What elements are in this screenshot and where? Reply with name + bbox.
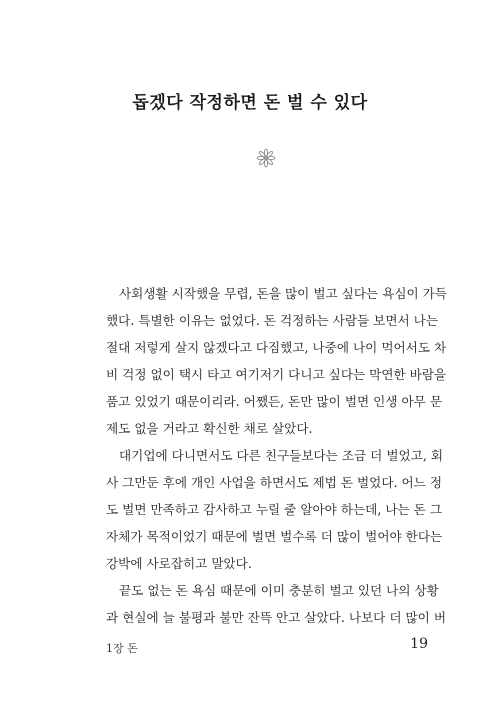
text-line: 했다. 특별한 이유는 없었다. 돈 걱정하는 사람들 보면서 나는	[106, 313, 439, 328]
text-line: 절대 저렇게 살지 않겠다고 다짐했고, 나중에 나이 먹어서도 차	[106, 340, 447, 355]
text-line: 품고 있었기 때문이리라. 어쨌든, 돈만 많이 벌면 인생 아무 문	[106, 394, 443, 409]
body-text	[106, 280, 448, 631]
text-line: 제도 없을 거라고 확신한 채로 살았다.	[106, 421, 313, 436]
chapter-title: 돕겠다 작정하면 돈 벌 수 있다	[132, 93, 368, 113]
text-line: 끝도 없는 돈 욕심 때문에 이미 충분히 벌고 있던 나의 상황	[119, 583, 439, 598]
flower-ornament-icon	[256, 148, 276, 168]
text-line: 강박에 사로잡히고 말았다.	[106, 556, 252, 571]
text-line: 사회생활 시작했을 무렵, 돈을 많이 벌고 싶다는 욕심이 가득	[119, 286, 448, 301]
text-line: 비 걱정 없이 택시 타고 여기저기 다니고 싶다는 막연한 바람을	[106, 367, 447, 382]
text-line: 사 그만둔 후에 개인 사업을 하면서도 제법 돈 벌었다. 어느 정	[106, 475, 443, 490]
text-line: 과 현실에 늘 불평과 불만 잔뜩 안고 살았다. 나보다 더 많이 버	[106, 610, 447, 625]
running-footer-chapter: 1장 돈	[106, 642, 138, 655]
text-line: 도 벌면 만족하고 감사하고 누릴 줄 알아야 하는데, 나는 돈 그	[106, 502, 443, 517]
text-line: 대기업에 다니면서도 다른 친구들보다는 조금 더 벌었고, 회	[119, 448, 443, 463]
page-number: 19	[410, 636, 428, 652]
text-line: 자체가 목적이었기 때문에 벌면 벌수록 더 많이 벌어야 한다는	[106, 529, 443, 544]
